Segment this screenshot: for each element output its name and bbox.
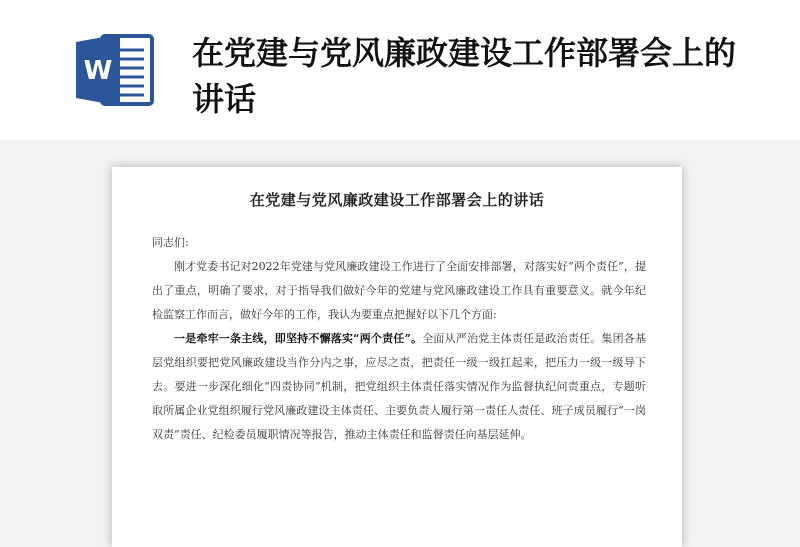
word-document-icon <box>70 30 160 110</box>
header-banner <box>0 0 800 140</box>
document-body <box>152 231 646 447</box>
header-title: 在党建与党风廉政建设工作部署会上的讲话 <box>192 34 737 118</box>
paragraph-1: 刚才党委书记对2022年党建与党风廉政建设工作进行了全面安排部署，对落实好“两个责任”，提出了重点，明确了要求，对于指导我们做好今年的党建与党风廉政建设工作具有重要意义。就今年纪检监察工作而言，做好今年的工作，我认为要重点把握好以下几个方面: <box>152 260 646 321</box>
document-title: 在党建与党风廉政建设工作部署会上的讲话 <box>249 191 545 209</box>
word-icon-letter: W <box>83 56 113 86</box>
paragraph-2 <box>152 327 646 447</box>
greeting: 同志们: <box>152 236 189 249</box>
document-page <box>112 167 682 547</box>
paragraph-2-body: 全面从严治党主体责任是政治责任。集团各基层党组织要把党风廉政建设当作分内之事，应尽之责，把责任一级一级扛起来，把压力一级一级导下去。要进一步深化细化“四责协同”机制，把党组织主体责任落实情况作为监督执纪问责重点，专题听取所属企业党组织履行党风廉政建设主体责任、主要负责人履行第一责任人责任、班子成员履行“一岗双责”责任、纪检委员履职情况等报告，推动主体责任和监督责任向基层延伸。 <box>152 332 647 441</box>
paragraph-2-heading: 一是牵牢一条主线，即坚持不懈落实“两个责任”。 <box>174 332 423 345</box>
